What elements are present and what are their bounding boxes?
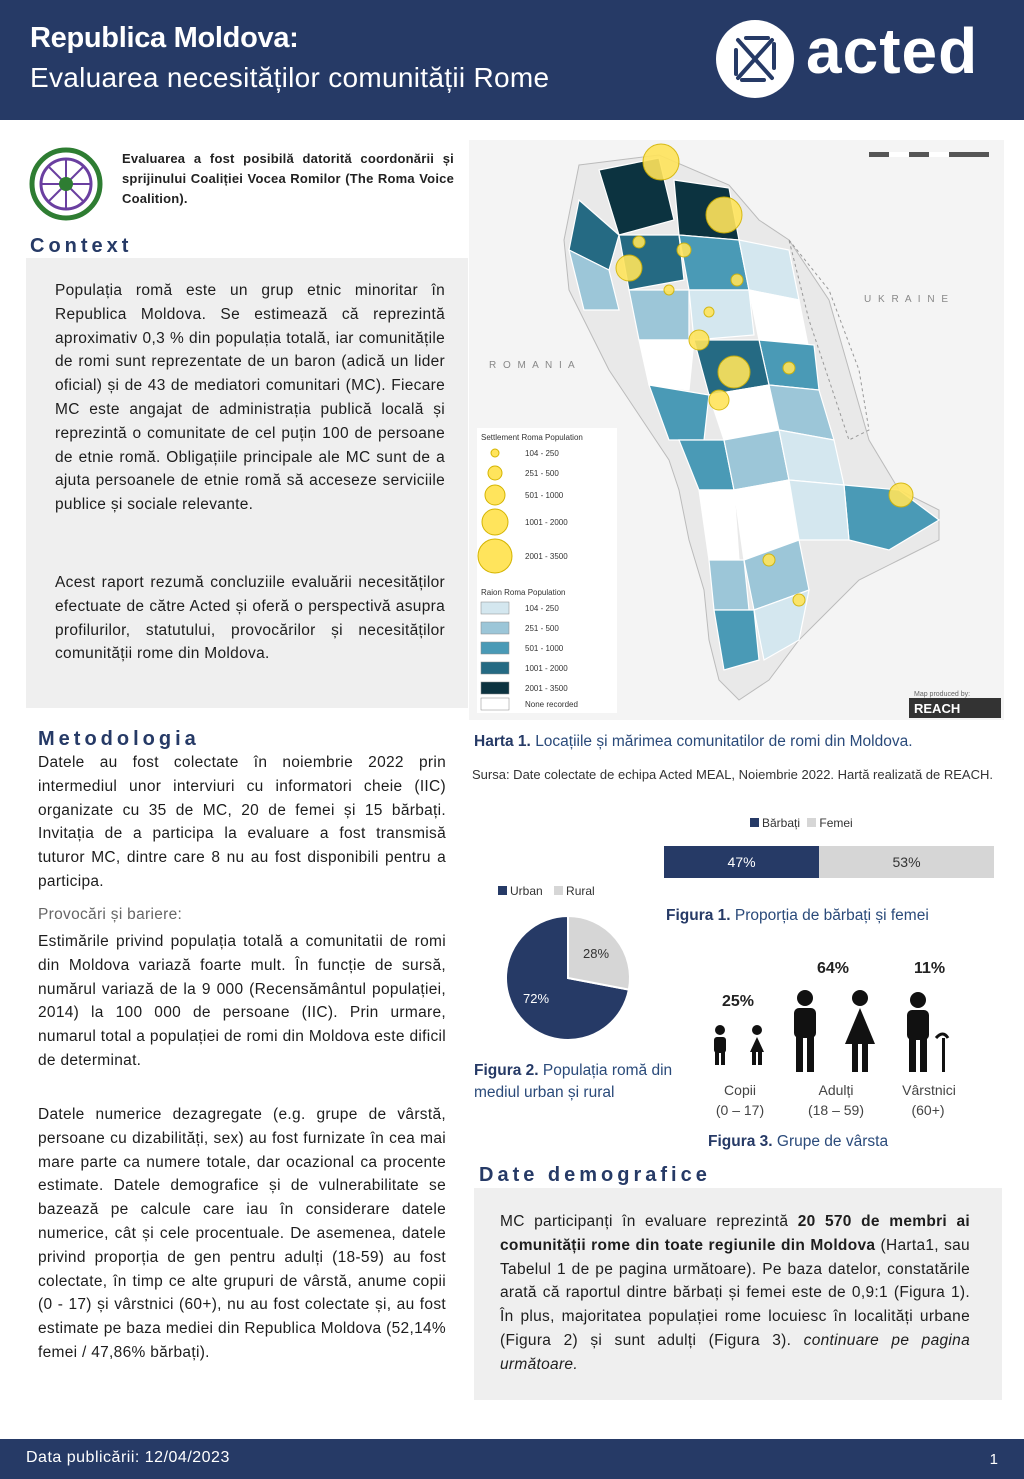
women-bar: 53%: [819, 846, 994, 878]
context-heading: Context: [30, 235, 133, 257]
map-produced-by: Map produced by:: [914, 691, 971, 698]
page-header: [0, 0, 1024, 120]
pie-label-rural: 28%: [583, 946, 610, 961]
adults-pct: 64%: [817, 960, 850, 977]
demographics-heading: Date demografice: [479, 1164, 711, 1186]
fig2-legend: Urban Rural: [498, 884, 595, 898]
elderly-label: Vârstnici: [902, 1082, 956, 1098]
elderly-range: (60+): [911, 1102, 945, 1118]
svg-text:2001 - 3500: 2001 - 3500: [525, 552, 568, 561]
methodology-paragraph-1: Datele au fost colectate în noiembrie 2022 prin intermediul unor interviuri cu informatori cheie (IIC) organizate cu 35 de MC, 20 de femei și 15 bărbați. Invitația de a participa la evaluare a fost transmisă tuturor MC, dintre care 8 nu au fost disponibili pentru a participa.: [38, 754, 446, 890]
svg-text:251 - 500: 251 - 500: [525, 624, 559, 633]
roma-voice-coalition-logo: [26, 134, 106, 230]
page-number: 1: [989, 1451, 998, 1468]
roma-population-map: [469, 140, 1004, 720]
adults-label: Adulți: [818, 1082, 854, 1098]
methodology-paragraph-3: Datele numerice dezagregate (e.g. grupe de vârstă, persoane cu dizabilități, sex) au fost furnizate în cea mai mare parte ca numere totale, dar ocazional ca procente estimate. Datele demografice și de vulnerabilitate se bazează pe calcule care iau în considerare datele numerice, cât și cele procentuale. De asemenea, datele privind proporția de gen pentru adulți (18-59) au fost colectate, în timp ce alte grupuri de vârstă, anume copii (0 - 17) și vârstnici (60+), nu au fost colectate și, au fost estimate pe baza mediei din Republica Moldova (52,14% femei / 47,86% bărbați).: [38, 1106, 446, 1361]
settlement-legend-title: Settlement Roma Population: [481, 433, 583, 442]
methodology-paragraph-2: Estimările privind populația totală a comunitatii de romi din Moldova variază foarte mult. În funcție de sursă, numărul variază de la 9 000 (Recensământul populației, 2014) la 100 000 de persoane (IIC). Prin urmare, numarul total a populației de romi din Moldova este dificil de determinat.: [38, 933, 446, 1069]
coalition-acknowledgement: Evaluarea a fost posibilă datorită coordonării și sprijinului Coaliției Vocea Romilor (The Roma Voice Coalition).: [122, 151, 454, 206]
report-title: Republica Moldova:: [30, 22, 299, 54]
context-paragraph-2: Acest raport rezumă concluziile evaluării necesităților efectuate de către Acted și oferă o perspectivă asupra profilurilor, statutului, provocărilor și necesităților comunității rome din Moldova.: [55, 574, 445, 663]
men-bar: 47%: [664, 846, 819, 878]
children-pct: 25%: [722, 993, 755, 1010]
fig1-legend: Bărbați Femei: [750, 816, 853, 830]
elderly-pct: 11%: [914, 960, 946, 977]
svg-text:None recorded: None recorded: [525, 700, 578, 709]
page-footer: [0, 1439, 1024, 1479]
fig3-caption: Figura 3. Grupe de vârsta: [708, 1133, 889, 1150]
map-source: Sursa: Date colectate de echipa Acted MEAL, Noiembrie 2022. Hartă realizată de REACH.: [472, 767, 993, 782]
acted-logo-text: acted: [806, 15, 979, 87]
children-range: (0 – 17): [715, 1102, 765, 1118]
fig2-caption: Figura 2. Populația romă din mediul urban și rural: [474, 1062, 673, 1101]
svg-text:104 - 250: 104 - 250: [525, 604, 559, 613]
svg-text:251 - 500: 251 - 500: [525, 469, 559, 478]
publication-date: Data publicării: 12/04/2023: [26, 1449, 230, 1466]
challenges-subheading: Provocări și bariere:: [38, 906, 183, 923]
ukraine-label: U K R A I N E: [864, 294, 951, 305]
children-label: Copii: [724, 1082, 756, 1098]
acted-logo-icon: [716, 20, 794, 98]
fig3-age-groups: [700, 958, 990, 1128]
fig1-caption: Figura 1. Proporția de bărbați și femei: [666, 907, 929, 924]
map-caption: Harta 1. Locațiile și mărimea comunitatilor de romi din Moldova.: [474, 733, 913, 750]
methodology-heading: Metodologia: [38, 728, 200, 750]
svg-text:2001 - 3500: 2001 - 3500: [525, 684, 568, 693]
fig1-bar: [664, 846, 994, 878]
age-group-person-icons: [700, 988, 990, 1078]
fig2-pie: [503, 913, 633, 1043]
raion-legend-title: Raion Roma Population: [481, 588, 566, 597]
context-paragraph-1: Populația romă este un grup etnic minoritar în Republica Moldova. Se estimează că reprezintă aproximativ 0,3 % din populația totală, iar comunitățile de romi sunt reprezentate de un baron (adică un lider oficial) și de 43 de mediatori comunitari (MC). Fiecare MC este angajat de administrația publică locală și reprezintă o comunitate de cel puțin 100 de persoane de etnie romă. Obligațiile principale ale MC sunt de a ajuta persoanele de etnie romă să acceseze serviciile publice și sociale relevante.: [55, 282, 445, 514]
svg-text:1001 - 2000: 1001 - 2000: [525, 664, 568, 673]
svg-text:1001 - 2000: 1001 - 2000: [525, 518, 568, 527]
svg-text:104 - 250: 104 - 250: [525, 449, 559, 458]
reach-logo: REACH: [914, 701, 961, 716]
demographics-paragraph: MC participanți în evaluare reprezintă 20 570 de membri ai comunității rome din toate regiunile din Moldova (Harta1, sau Tabelul 1 de pe pagina următoare). Pe baza datelor, constatările arată că raportul dintre bărbați și femei este de 0,9:1 (Figura 1). În plus, majoritatea populației rome locuiesc în localități urbane (Figura 2) și sunt adulți (Figura 3). continuare pe pagina următoare.: [500, 1213, 970, 1373]
adults-range: (18 – 59): [807, 1102, 865, 1118]
svg-text:501 - 1000: 501 - 1000: [525, 644, 564, 653]
report-subtitle: Evaluarea necesităților comunității Rome: [30, 62, 550, 93]
svg-text:501 - 1000: 501 - 1000: [525, 491, 564, 500]
romania-label: R O M A N I A: [489, 360, 577, 371]
pie-label-urban: 72%: [523, 991, 550, 1006]
